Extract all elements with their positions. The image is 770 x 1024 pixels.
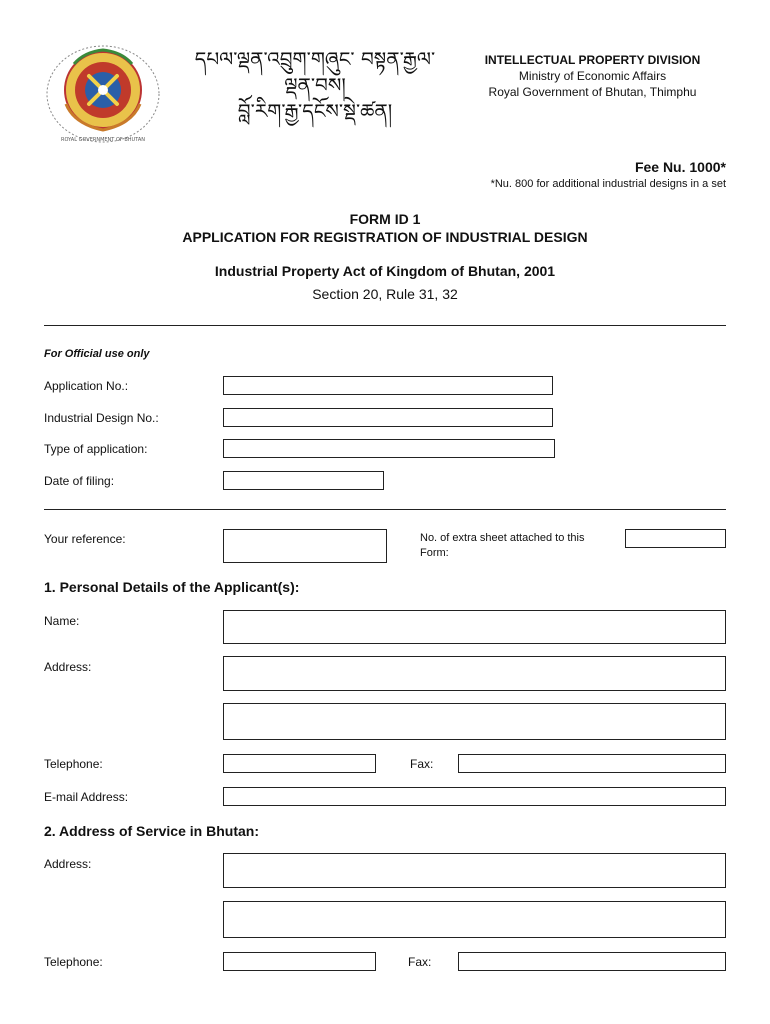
application-type-label: Type of application: [44,442,148,456]
fee-amount: Fee Nu. 1000* [634,159,726,175]
emblem-logo [44,44,162,144]
service-address-label: Address: [44,857,92,871]
application-no-field[interactable] [223,376,553,395]
service-telephone-field[interactable] [223,952,376,971]
dzongkha-line-1: དཔལ་ལྡན་འབྲུག་གཞུང་ བསྟན་རྒྱལ་ལྡན་བས། [194,47,436,97]
applicant-fax-field[interactable] [458,754,726,773]
applicant-name-field[interactable] [223,610,726,644]
dzongkha-line-2: བློ་རིག་རྒྱ་དངོས་སྡེ་ཚན། [237,99,393,123]
agency-header [470,52,715,100]
applicant-email-field[interactable] [223,787,726,806]
emblem-seal-text: ROYAL GOVERNMENT OF BHUTAN [60,137,146,143]
filing-date-label: Date of filing: [44,474,115,488]
service-telephone-label: Telephone: [44,955,103,969]
filing-date-field[interactable] [223,471,384,490]
division-name: INTELLECTUAL PROPERTY DIVISION [484,53,701,67]
email-label: E-mail Address: [44,790,129,804]
service-address-field-2[interactable] [223,901,726,938]
form-id: FORM ID 1 [349,211,421,227]
application-no-label: Application No.: [44,379,129,393]
name-label: Name: [44,614,80,628]
act-section: Section 20, Rule 31, 32 [312,286,458,302]
extra-sheet-field[interactable] [625,529,726,548]
dzongkha-header [190,46,440,124]
address-label: Address: [44,660,92,674]
section-1-heading: 1. Personal Details of the Applicant(s): [44,579,300,595]
ministry-name: Ministry of Economic Affairs [518,69,667,83]
divider [44,509,726,510]
form-title: APPLICATION FOR REGISTRATION OF INDUSTRIAL DESIGN [182,229,588,245]
official-use-heading: For Official use only [44,348,150,360]
service-address-field-1[interactable] [223,853,726,888]
applicant-telephone-field[interactable] [223,754,376,773]
telephone-label: Telephone: [44,757,103,771]
service-fax-field[interactable] [458,952,726,971]
act-title: Industrial Property Act of Kingdom of Bhutan, 2001 [214,263,556,279]
design-no-field[interactable] [223,408,553,427]
reference-label: Your reference: [44,532,126,546]
application-type-field[interactable] [223,439,555,458]
applicant-address-field-2[interactable] [223,703,726,740]
reference-field[interactable] [223,529,387,563]
government-name: Royal Government of Bhutan, Thimphu [488,85,697,99]
extra-sheet-label: No. of extra sheet attached to this Form: [420,532,585,559]
design-no-label: Industrial Design No.: [44,411,159,425]
divider [44,325,726,326]
section-2-heading: 2. Address of Service in Bhutan: [44,823,259,839]
fee-note: *Nu. 800 for additional industrial designs in a set [490,178,726,190]
service-fax-label: Fax: [408,955,432,969]
form-title-block [0,210,770,246]
applicant-address-field-1[interactable] [223,656,726,691]
fax-label: Fax: [410,757,434,771]
